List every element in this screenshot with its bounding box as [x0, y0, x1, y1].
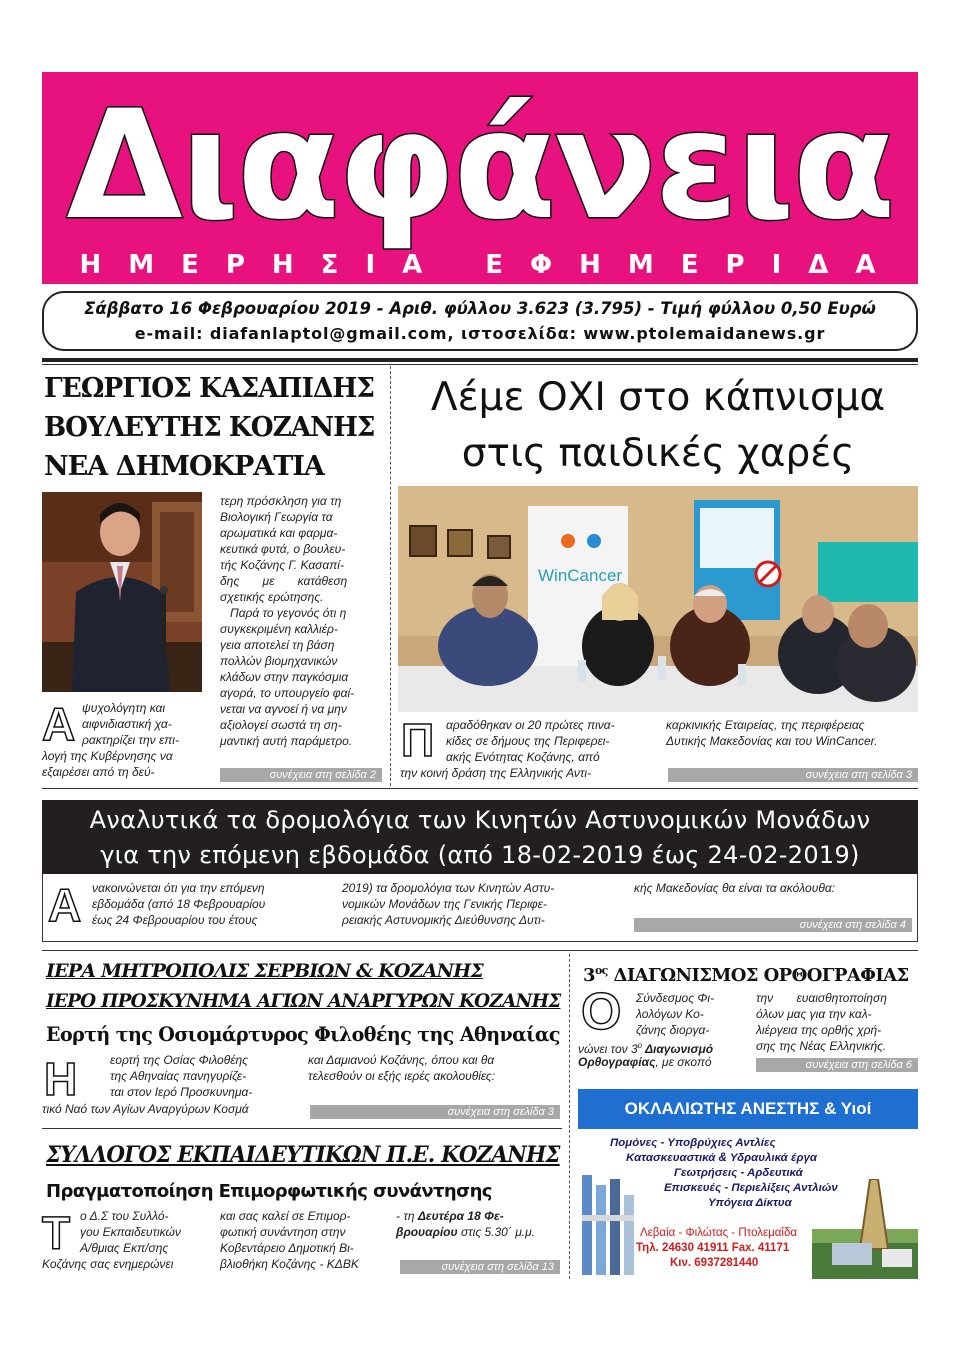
- body-line: δης με κατάθεση: [220, 574, 348, 588]
- body-line: γου Εκπαιδευτικών: [80, 1225, 181, 1239]
- teachers-subhead: Πραγματοποίηση Επιμορφωτικής συνάντησης: [46, 1181, 492, 1202]
- body-line: φωτική συνάντηση στην: [220, 1225, 346, 1239]
- church-heading: ΙΕΡΟ ΠΡΟΣΚΥΝΗΜΑ ΑΓΙΩΝ ΑΝΑΡΓΥΡΩΝ ΚΟΖΑΝΗΣ: [46, 990, 561, 1012]
- body-line: την ευαισθητοποίηση: [756, 991, 887, 1005]
- body-line: λιέργεια της ορθής χρή-: [756, 1023, 882, 1037]
- article-kasapidis-col1: [82, 700, 202, 748]
- article-kasapidis-col2: [220, 493, 380, 749]
- portrait-illustration: [42, 492, 202, 692]
- ad-mobile[interactable]: Κιν. 6937281440: [670, 1257, 759, 1269]
- headline-line: ΓΕΩΡΓΙΟΣ ΚΑΣΑΠΙΔΗΣ: [44, 373, 375, 404]
- body-line: τερη πρόσκληση για τη: [220, 494, 342, 508]
- body-line: Α/θμιας Εκπ/σης: [80, 1241, 169, 1255]
- body-line: Παρά το γεγονός ότι η: [230, 606, 347, 620]
- body-line: αιφνιδιαστική χα-: [82, 717, 172, 731]
- police-col1: [92, 880, 328, 928]
- body-line: ρειακής Αστυνομικής Διεύθυνσης Δυτι-: [342, 913, 545, 927]
- newspaper-subtitle: ΗΜΕΡΗΣΙΑ ΕΦΗΜΕΡΙΔΑ: [79, 250, 903, 280]
- drop-cap: Ο: [581, 983, 622, 1041]
- press-conference-photo: [398, 486, 918, 712]
- continue-link[interactable]: συνέχεια στη σελίδα 2: [220, 768, 382, 782]
- body-line: σης της Νέας Ελληνικής.: [756, 1039, 887, 1053]
- body-text-span: στις 5.30΄ μ.μ.: [457, 1225, 536, 1239]
- body-line: εξαιρέσει από τη δεύ-: [42, 765, 155, 779]
- body-line: την κοινή δράση της Ελληνικής Αντι-: [400, 766, 592, 780]
- contact-line[interactable]: e-mail: diafanlaptol@gmail.com, ιστοσελίδα: www.ptolemaidanews.gr: [134, 324, 826, 343]
- body-text-span: νώνει τον 3: [578, 1042, 638, 1056]
- body-line: ακής Ενότητας Κοζάνης, από: [446, 750, 600, 764]
- banner-text: WinCancer: [538, 566, 623, 585]
- police-routes-banner: [42, 800, 918, 874]
- body-line: όλων μας για την καλ-: [756, 1007, 872, 1021]
- body-line: αξιολογεί σωστά τη ση-: [220, 718, 342, 732]
- church-col1: [110, 1052, 300, 1100]
- continue-link[interactable]: συνέχεια στη σελίδα 4: [634, 918, 912, 932]
- banner-line: για την επόμενη εβδομάδα (από 18-02-2019 έως 24-02-2019): [100, 841, 860, 869]
- drop-cap: Α: [42, 698, 76, 750]
- banner-line: Αναλυτικά τα δρομολόγια των Κινητών Αστυνομικών Μονάδων: [89, 806, 871, 834]
- body-line: σχετικής ερώτησης.: [220, 590, 324, 604]
- event-date: Δευτέρα 18 Φε-: [417, 1209, 504, 1223]
- body-line: Κοζάνης σας ενημερώνει: [42, 1257, 174, 1271]
- body-line: εβδομάδα (από 18 Φεβρουαρίου: [92, 897, 266, 911]
- pump-icon: [578, 1175, 638, 1279]
- body-line: Δυτικής Μακεδονίας και του WinCancer.: [666, 734, 878, 748]
- issue-date-line: Σάββατο 16 Φεβρουαρίου 2019 - Αριθ. φύλλου 3.623 (3.795) - Τιμή φύλλου 0,50 Ευρώ: [84, 299, 876, 318]
- church-col2: [308, 1052, 562, 1084]
- divider: [42, 1128, 562, 1129]
- main-headline: [398, 370, 918, 482]
- article-smoking-col2: [666, 717, 918, 749]
- contest-name: Ορθογραφίας: [578, 1055, 656, 1069]
- body-line: [578, 1054, 740, 1070]
- police-col2: [342, 880, 622, 928]
- body-line: έως 24 Φεβρουαρίου του έτους: [92, 913, 258, 927]
- body-line: πολλών βιομηχανικών: [220, 654, 338, 668]
- body-line: ται στον Ιερό Προσκυνημα-: [110, 1085, 253, 1099]
- drop-cap: Α: [48, 879, 82, 931]
- body-line: ρακτηρίζει την επι-: [82, 733, 179, 747]
- ordinal: ο: [637, 1041, 643, 1050]
- body-line: κλάδων στην παγκόσμια: [220, 670, 349, 684]
- event-date: βρουαρίου: [396, 1225, 458, 1239]
- column-divider: [390, 366, 391, 786]
- newspaper-title: Διαφάνεια: [66, 79, 894, 253]
- masthead: [42, 72, 918, 284]
- headline-line: ΝΕΑ ΔΗΜΟΚΡΑΤΙΑ: [44, 451, 324, 482]
- body-line: νακοινώνεται ότι για την επόμενη: [92, 881, 265, 895]
- body-line: τελεσθούν οι εξής ιερές ακολουθίες:: [308, 1069, 496, 1083]
- teachers-heading: ΣΥΛΛΟΓΟΣ ΕΚΠΑΙΔΕΥΤΙΚΩΝ Π.Ε. ΚΟΖΑΝΗΣ: [46, 1142, 560, 1168]
- heading-text: ΔΙΑΓΩΝΙΣΜΟΣ ΟΡΘΟΓΡΑΦΙΑΣ: [607, 965, 909, 986]
- body-line: κευτικά φυτά, ο βουλευ-: [220, 542, 346, 556]
- body-line: Κοβεντάρειο Δημοτική Βι-: [220, 1241, 354, 1255]
- issue-info-box: [42, 291, 918, 351]
- advertisement[interactable]: [578, 1089, 918, 1279]
- continue-link[interactable]: συνέχεια στη σελίδα 6: [756, 1058, 918, 1072]
- continue-link[interactable]: συνέχεια στη σελίδα 3: [668, 768, 918, 782]
- body-line: γεια αποτελεί τη βάση: [220, 638, 335, 652]
- teachers-col1: [80, 1208, 204, 1256]
- body-line: λολόγων Κο-: [636, 1007, 704, 1021]
- body-line: 2019) τα δρομολόγια των Κινητών Αστυ-: [342, 881, 555, 895]
- article-kasapidis-col1-bottom: [42, 748, 202, 780]
- body-line: νομικών Μονάδων της Γενικής Περιφε-: [342, 897, 547, 911]
- body-line: τής Κοζάνης Γ. Κασαπί-: [220, 558, 344, 572]
- ad-towns: Λεβαία - Φιλώτας - Πτολεμαΐδα: [640, 1227, 798, 1239]
- column-divider: [569, 954, 570, 1279]
- drop-cap: Π: [401, 714, 435, 766]
- continue-link[interactable]: συνέχεια στη σελίδα 3: [310, 1105, 560, 1119]
- divider: [42, 358, 918, 362]
- police-col3: [634, 880, 914, 896]
- headline-line: ΒΟΥΛΕΥΤΗΣ ΚΟΖΑΝΗΣ: [44, 412, 375, 443]
- press-conference-illustration: [398, 486, 918, 712]
- teachers-col3: [396, 1208, 560, 1240]
- body-text-span: , με σκοπό: [655, 1055, 712, 1069]
- divider: [42, 364, 918, 365]
- contest-name: Διαγωνισμό: [642, 1042, 714, 1056]
- teachers-col2: [220, 1208, 382, 1272]
- body-text-span: - τη: [396, 1209, 418, 1223]
- body-line: ο Δ.Σ του Συλλό-: [80, 1209, 169, 1223]
- heading-ordinal: ος: [594, 964, 608, 977]
- ad-service: Γεωτρήσεις - Αρδευτικά: [674, 1167, 803, 1179]
- ad-company-name: ΟΚΛΑΛΙΩΤΗΣ ΑΝΕΣΤΗΣ & Υιοί: [578, 1089, 918, 1129]
- headline-line: στις παιδικές χαρές: [461, 431, 855, 476]
- heading-number: 3: [583, 965, 595, 986]
- body-line: και Δαμιανού Κοζάνης, όπου και θα: [308, 1053, 495, 1067]
- spelling-heading: [583, 958, 909, 989]
- body-line: τικό Ναό των Αγίων Αναργύρων Κοσμά: [42, 1102, 249, 1116]
- body-line: λογή της Κυβέρνησης να: [42, 749, 173, 763]
- article-smoking-col1: [446, 717, 650, 765]
- body-line: κής Μακεδονίας θα είναι τα ακόλουθα:: [634, 881, 835, 895]
- continue-link[interactable]: συνέχεια στη σελίδα 13: [400, 1260, 560, 1274]
- ad-phone[interactable]: Τηλ. 24630 41911 Fax. 41171: [636, 1242, 790, 1254]
- ad-service: Υπόγεια Δίκτυα: [708, 1197, 792, 1209]
- spelling-col2: [756, 990, 916, 1054]
- body-line: Βιολογική Γεωργία τα: [220, 510, 333, 524]
- ad-service: Κατασκευαστικά & Υδραυλικά έργα: [626, 1152, 817, 1164]
- body-line: ζάνης διοργα-: [636, 1023, 710, 1037]
- body-line: αγορά, το υπουργείο φαί-: [220, 686, 355, 700]
- divider: [42, 788, 918, 789]
- divider: [42, 950, 918, 951]
- church-heading: ΙΕΡΑ ΜΗΤΡΟΠΟΛΙΣ ΣΕΡΒΙΩΝ & ΚΟΖΑΝΗΣ: [46, 960, 483, 982]
- church-subhead: Εορτή της Οσιομάρτυρος Φιλοθέης της Αθηναίας: [46, 1022, 560, 1046]
- body-line: αρωματικά και φαρμα-: [220, 526, 338, 540]
- ad-service: Πομόνες - Υποβρύχιες Αντλίες: [610, 1137, 776, 1149]
- body-line: αραδόθηκαν οι 20 πρώτες πινα-: [446, 718, 615, 732]
- spelling-col1: [636, 990, 738, 1038]
- body-line: ψυχολόγητη και: [82, 701, 166, 715]
- body-line: εορτή της Οσίας Φιλοθέης: [110, 1053, 249, 1067]
- body-line: και σας καλεί σε Επιμορ-: [220, 1209, 351, 1223]
- body-line: μαντική αυτή παράμετρο.: [220, 734, 353, 748]
- kasapidis-photo: [42, 492, 202, 692]
- body-line: νεται να αγνοεί ή να μην: [220, 702, 347, 716]
- body-line: συγκεκριμένη καλλιέρ-: [220, 622, 338, 636]
- body-line: της Αθηναίας πανηγυρίζε-: [110, 1069, 247, 1083]
- body-line: βλιοθήκη Κοζάνης - ΚΔΒΚ: [220, 1257, 359, 1271]
- headline-line: Λέμε ΟΧΙ στο κάπνισμα: [430, 375, 886, 420]
- drop-cap: Η: [44, 1053, 78, 1105]
- body-line: καρκινικής Εταιρείας, της περιφέρειας: [666, 718, 865, 732]
- ad-service: Επισκευές - Περιελίξεις Αντλιών: [664, 1182, 838, 1194]
- body-line: κίδες σε δήμους της Περιφερει-: [446, 734, 610, 748]
- drop-cap: Τ: [42, 1207, 71, 1259]
- body-line: Σύνδεσμος Φι-: [636, 991, 715, 1005]
